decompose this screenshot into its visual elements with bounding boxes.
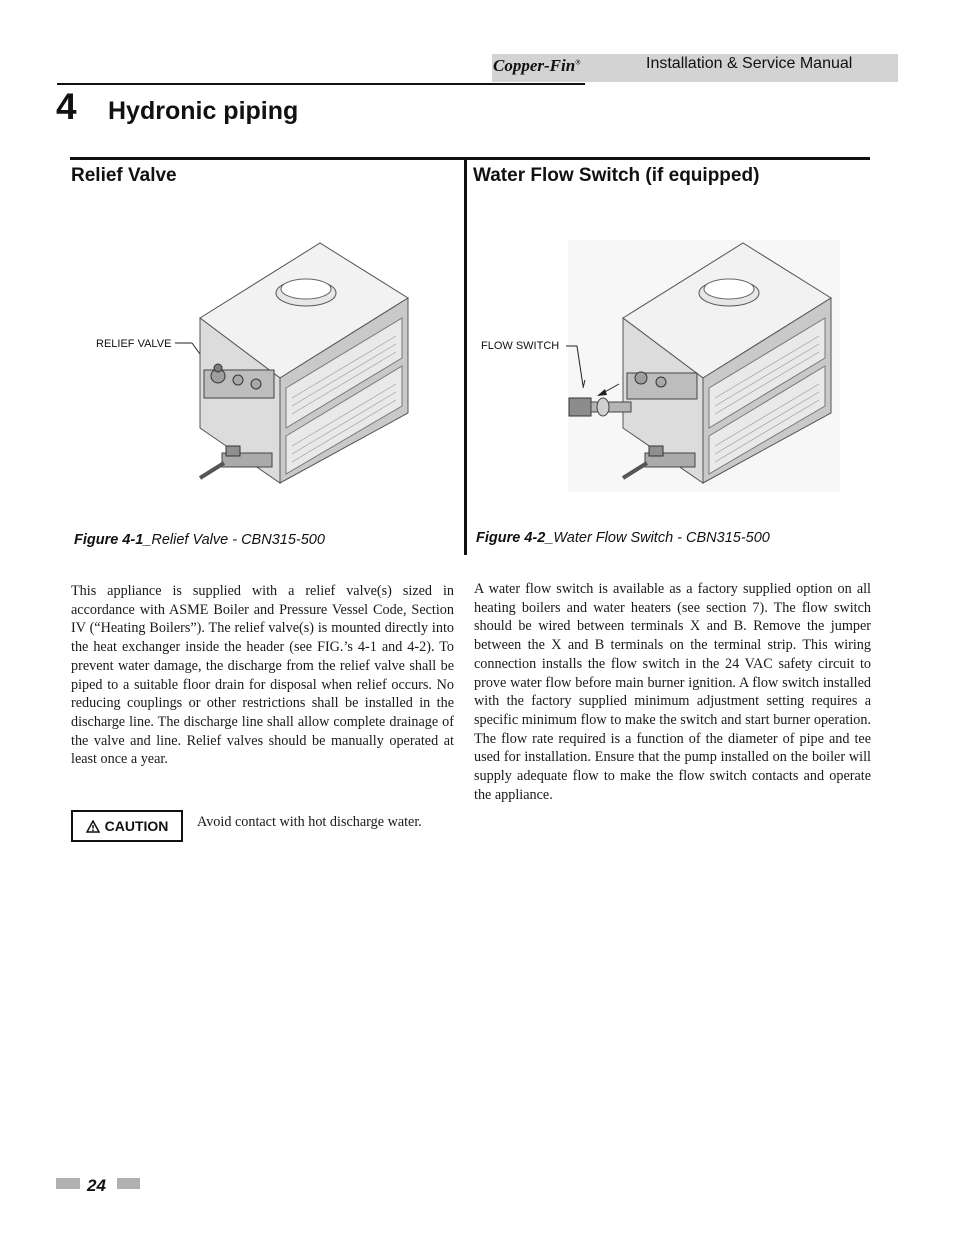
figure-relief-valve-illustration xyxy=(170,238,420,493)
header-rule xyxy=(57,83,585,85)
section-title-water-flow-switch: Water Flow Switch (if equipped) xyxy=(473,165,760,186)
column-divider xyxy=(464,157,467,555)
relief-valve-body-text: This appliance is supplied with a relief valve(s) sized in accordance with ASME Boiler and Pressure Vessel Code, Section IV (“Heating Boilers”). The relief valve(s) is mounted directly into the heat exchanger inside the header (see FIG.’s 4-1 and 4-2). To prevent water damage, the discharge from the relief valve shall be piped to a suitable floor drain for disposal when relief occurs. No reducing couplings or other restrictions shall be installed in the discharge line. The discharge line shall allow complete drainage of the valve and line. Relief valves should be manually operated at least once a year. xyxy=(71,583,454,768)
figure-4-2-caption xyxy=(476,530,770,546)
caution-label: CAUTION xyxy=(104,818,169,834)
brand-registered-mark: ® xyxy=(575,58,581,67)
figure-4-1-text: Relief Valve - CBN315-500 xyxy=(151,532,325,548)
figure-flow-switch-illustration xyxy=(563,238,843,496)
caution-box xyxy=(71,810,183,842)
brand-name: Copper-Fin xyxy=(493,56,576,75)
section-rule xyxy=(70,157,870,160)
manual-title: Installation & Service Manual xyxy=(646,55,853,72)
figure-callout-flow-switch: FLOW SWITCH xyxy=(481,340,560,352)
warning-triangle-icon xyxy=(86,820,100,833)
footer-bar-right xyxy=(117,1178,140,1189)
figure-4-2-label: Figure 4-2_ xyxy=(476,530,554,546)
figure-4-1-label: Figure 4-1_ xyxy=(74,532,152,548)
brand-logo xyxy=(493,56,580,76)
flow-switch-body-text: A water flow switch is available as a factory supplied option on all heating boilers and water heaters (see section 7). The flow switch should be wired between terminals X and B. Remove the jumper between the X and B terminals on the terminal strip. This wiring connection installs the flow switch in the 24 VAC safety circuit to prove water flow before main burner ignition. A flow switch installed with the factory supplied minimum adjustment setting requires a specific minimum flow to make the switch and start burner operation. The flow rate required is a function of the diameter of pipe and tee used for installation. Ensure that the pump installed on the boiler will supply adequate flow to make the flow switch contacts and operate the appliance. xyxy=(474,581,871,803)
footer-bar-left xyxy=(56,1178,80,1189)
chapter-title: Hydronic piping xyxy=(108,97,299,125)
section-title-relief-valve: Relief Valve xyxy=(71,165,177,186)
figure-4-2-text: Water Flow Switch - CBN315-500 xyxy=(553,530,770,546)
caution-text: Avoid contact with hot discharge water. xyxy=(197,814,422,830)
page-number: 24 xyxy=(87,1176,106,1195)
chapter-number: 4 xyxy=(56,86,77,127)
figure-callout-relief-valve: RELIEF VALVE xyxy=(96,338,172,350)
figure-4-1-caption xyxy=(74,532,325,548)
